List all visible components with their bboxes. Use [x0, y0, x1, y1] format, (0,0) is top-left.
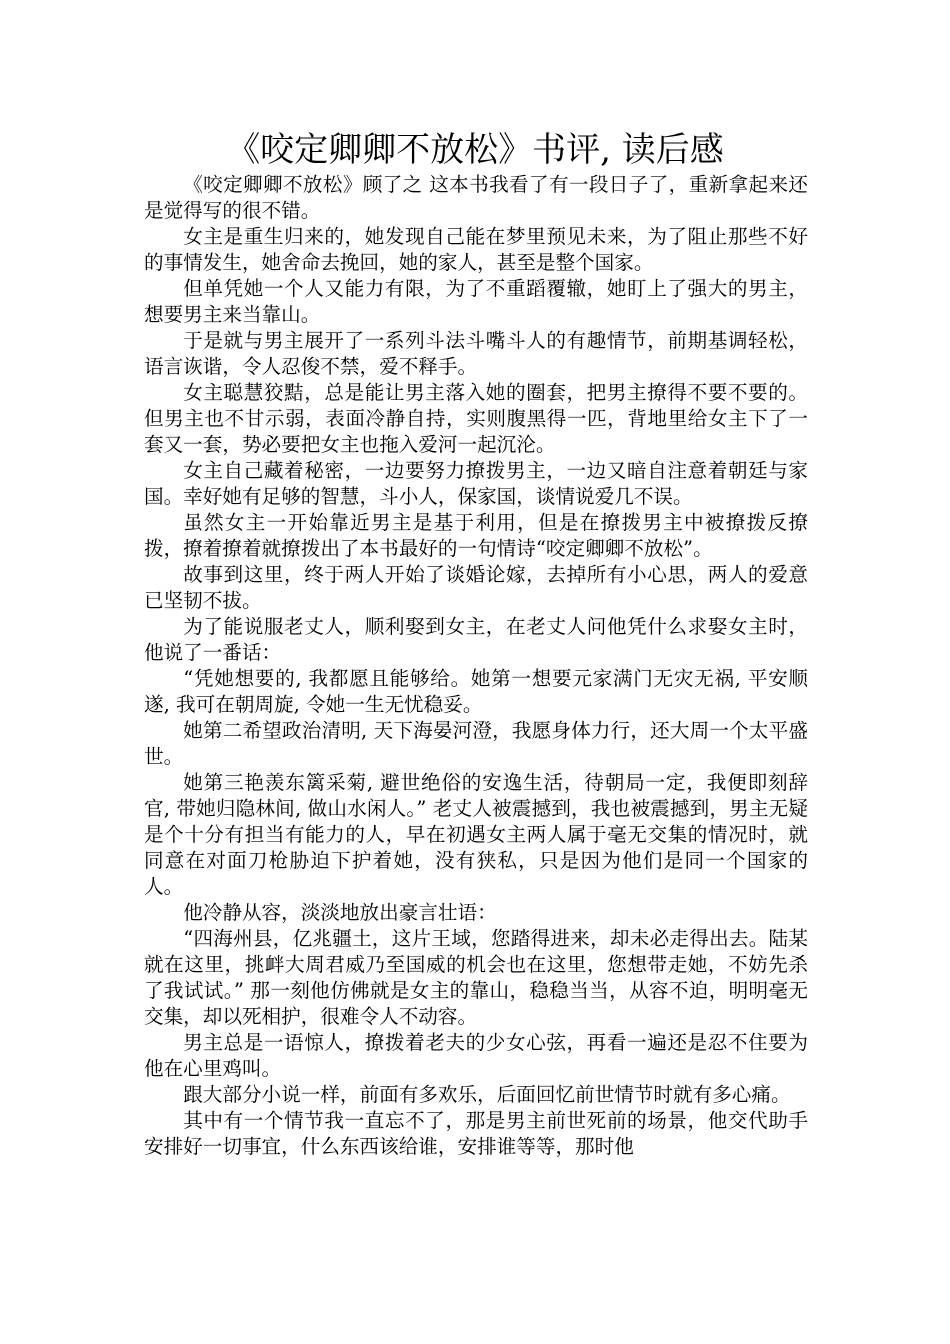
paragraph: 她第二希望政治清明, 天下海晏河澄，我愿身体力行，还大周一个太平盛世。: [144, 719, 808, 768]
paragraph: 跟大部分小说一样，前面有多欢乐，后面回忆前世情节时就有多心痛。: [183, 1083, 791, 1106]
document-body: [144, 172, 808, 1160]
paragraph: 《咬定卿卿不放松》顾了之 这本书我看了有一段日子了，重新拿起来还是觉得写的很不错。: [144, 173, 808, 222]
paragraph: 她第三艳羡东篱采菊, 避世绝俗的安逸生活，待朝局一定，我便即刻辞官, 带她归隐林间, 做山水闲人。” 老丈人被震撼到，我也被震撼到，男主无疑是个十分有担当有能力的人，早在初遇女主两人属于毫无交集的情况时，就同意在对面刀枪胁迫下护着她，没有狭私，只是因为他们是同一个国家的人。: [144, 771, 808, 898]
paragraph: 于是就与男主展开了一系列斗法斗嘴斗人的有趣情节，前期基调轻松，语言诙谐，令人忍俊不禁，爱不释手。: [144, 329, 808, 378]
paragraph: “四海州县，亿兆疆土，这片王域，您踏得进来，却未必走得出去。陆某就在这里，挑衅大周君威乃至国威的机会也在这里，您想带走她，不妨先杀了我试试。” 那一刻他仿佛就是女主的靠山，稳稳当当，从容不迫，明明毫无交集，却以死相护，很难令人不动容。: [144, 927, 808, 1028]
paragraph: 他冷静从容，淡淡地放出豪言壮语：: [183, 901, 497, 924]
paragraph: 女主是重生归来的，她发现自己能在梦里预见未来，为了阻止那些不好的事情发生，她舍命去挽回，她的家人，甚至是整个国家。: [144, 225, 808, 274]
paragraph: 故事到这里，终于两人开始了谈婚论嫁，去掉所有小心思，两人的爱意已坚韧不拔。: [144, 563, 808, 612]
paragraph: “凭她想要的, 我都愿且能够给。她第一想要元家满门无灾无祸, 平安顺遂, 我可在朝周旋, 令她一生无忧稳妥。: [144, 667, 808, 716]
paragraph: 女主自己藏着秘密，一边要努力撩拨男主，一边又暗自注意着朝廷与家国。幸好她有足够的智慧，斗小人，保家国，谈情说爱几不误。: [144, 459, 808, 508]
paragraph: 为了能说服老丈人，顺利娶到女主，在老丈人问他凭什么求娶女主时，他说了一番话：: [144, 615, 808, 664]
paragraph: 男主总是一语惊人，撩拨着老夫的少女心弦，再看一遍还是忍不住要为他在心里鸡叫。: [144, 1031, 808, 1080]
paragraph: 女主聪慧狡黠，总是能让男主落入她的圈套，把男主撩得不要不要的。但男主也不甘示弱，表面冷静自持，实则腹黑得一匹，背地里给女主下了一套又一套，势必要把女主也拖入爱河一起沉沦。: [144, 381, 808, 456]
paragraph: 虽然女主一开始靠近男主是基于利用，但是在撩拨男主中被撩拨反撩拨，撩着撩着就撩拨出了本书最好的一句情诗“咬定卿卿不放松”。: [144, 511, 808, 560]
document-title: 《咬定卿卿不放松》书评, 读后感: [226, 130, 724, 170]
paragraph: 但单凭她一个人又能力有限，为了不重蹈覆辙，她盯上了强大的男主，想要男主来当靠山。: [144, 277, 808, 326]
paragraph: 其中有一个情节我一直忘不了，那是男主前世死前的场景，他交代助手安排好一切事宜，什么东西该给谁，安排谁等等，那时他: [144, 1109, 808, 1158]
